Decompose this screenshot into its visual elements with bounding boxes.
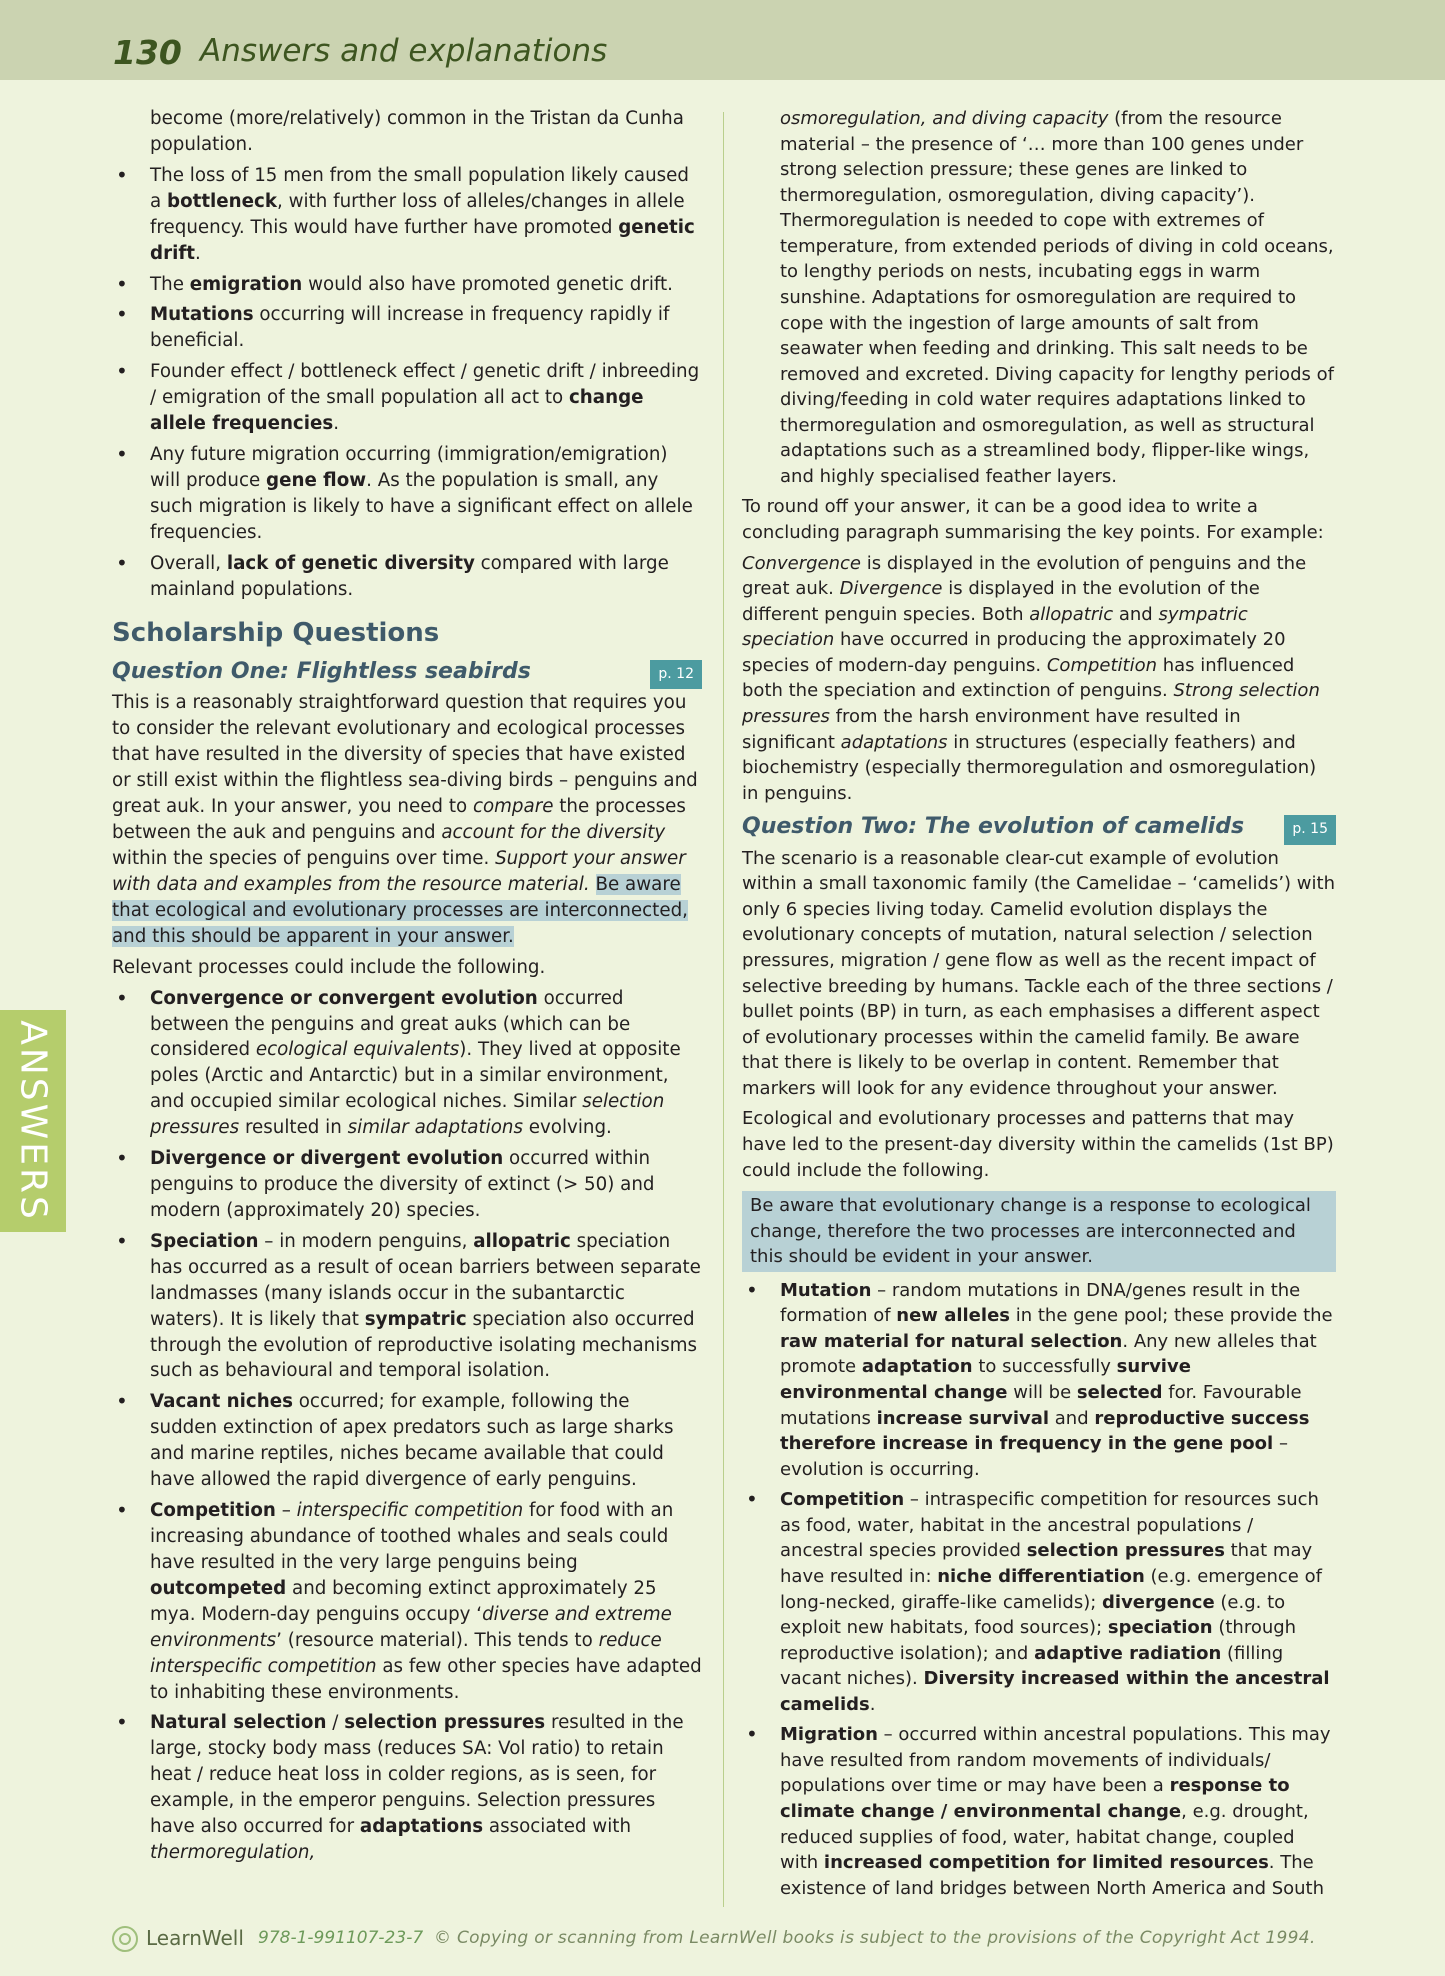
list-item: • Mutation – random mutations in DNA/genes result in the formation of new alleles in the gene pool; these provide the raw material for natural selection. Any new alleles that promote adaptation to successfully survive environmental change will be selected for. Favourable mutations increase survival and reproductive success therefore increase in frequency in the gene pool – evolution is occurring. xyxy=(742,1278,1336,1483)
page-number: 130 xyxy=(113,33,182,72)
list-item: • Any future migration occurring (immigration/emigration) will produce gene flow. As the population is small, any such migration is likely to have a significant effect on allele frequencies. xyxy=(112,442,702,546)
brand-name: LearnWell xyxy=(146,1926,244,1950)
tristan-bullet-list xyxy=(112,163,702,603)
question-one-title: Question One: Flightless seabirds xyxy=(112,658,531,684)
list-item: • Vacant niches occurred; for example, following the sudden extinction of apex predators such as large sharks and marine reptiles, niches became available that could have allowed the rapid divergence of early penguins. xyxy=(112,1389,702,1493)
list-item: • Competition – interspecific competition for food with an increasing abundance of toothed whales and seals could have resulted in the very large penguins being outcompeted and becoming extinct approximately 25 mya. Modern-day penguins occupy ‘diverse and extreme environments’ (resource material). This tends to reduce interspecific competition as few other species have adapted to inhabiting these environments. xyxy=(112,1498,702,1705)
round-off-text: To round off your answer, it can be a good idea to write a concluding paragraph summarising the key points. For example: xyxy=(742,496,1324,543)
list-item: • Divergence or divergent evolution occurred within penguins to produce the diversity of extinct (> 50) and modern (approximately 20) species. xyxy=(112,1146,702,1224)
column-divider xyxy=(723,112,724,1907)
summary-paragraph: Convergence is displayed in the evolution of penguins and the great auk. Divergence is displayed in the evolution of the different penguin species. Both allopatric and sympatric speciation have occurred in producing the approximately 20 species of modern-day penguins. Competition has influenced both the speciation and extinction of penguins. Strong selection pressures from the harsh environment have resulted in significant adaptations in structures (especially feathers) and biochemistry (especially thermoregulation and osmoregulation) in penguins. xyxy=(742,552,1320,804)
page-reference-tag[interactable]: p. 15 xyxy=(1284,815,1336,845)
ecological-processes-text: Ecological and evolutionary processes and patterns that may have led to the present-day diversity within the camelids (1st BP) could include the following. xyxy=(742,1108,1334,1181)
page-title: Answers and explanations xyxy=(200,33,608,69)
list-item: • Competition – intraspecific competition for resources such as food, water, habitat in the ancestral populations / ancestral species provided selection pressures that may have resulted in: niche differentiation (e.g. emergence of long-necked, giraffe-like camelids); divergence (e.g. to exploit new habitats, food sources); speciation (through reproductive isolation); and adaptive radiation (filling vacant niches). Diversity increased within the ancestral camelids. xyxy=(742,1487,1336,1717)
right-column xyxy=(742,106,1336,1906)
list-item: • Migration – occurred within ancestral populations. This may have resulted from random movements of individuals/ populations over time or may have been a response to climate change / environmental change, e.g. drought, reduced supplies of food, water, habitat change, coupled with increased competition for limited resources. The existence of land bridges between North America and South xyxy=(742,1722,1336,1901)
relevant-processes-text: Relevant processes could include the following. xyxy=(112,956,546,978)
list-item: • The emigration would also have promoted genetic drift. xyxy=(112,272,702,298)
page-footer xyxy=(112,1926,1342,1956)
list-item: • Convergence or convergent evolution occurred between the penguins and great auks (which can be considered ecological equivalents). They lived at opposite poles (Arctic and Antarctic) but in a similar environment, and occupied similar ecological niches. Similar selection pressures resulted in similar adaptations evolving. xyxy=(112,986,702,1142)
isbn: 978-1-991107-23-7 xyxy=(258,1928,424,1948)
processes-bullet-list xyxy=(112,986,702,1866)
copyright-notice: © Copying or scanning from LearnWell books is subject to the provisions of the Copyright Act 1994. xyxy=(434,1928,1316,1948)
answers-side-tab xyxy=(0,1010,66,1232)
left-column xyxy=(112,106,702,1871)
question-one-heading xyxy=(112,659,702,685)
highlight-box: Be aware that evolutionary change is a response to ecological change, therefore the two processes are interconnected and this should be evident in your answer. xyxy=(742,1191,1336,1272)
highlight-note: Be aware that ecological and evolutionary processes are interconnected, and this should be apparent in your answer. xyxy=(112,873,688,947)
natural-selection-continued: osmoregulation, and diving capacity (from the resource material – the presence of ‘… more than 100 genes under strong selection pressure; these genes are linked to thermoregulation, osmoregulation, diving capacity’). Thermoregulation is needed to cope with extremes of temperature, from extended periods of diving in cold oceans, to lengthy periods on nests, incubating eggs in warm sunshine. Adaptations for osmoregulation are required to cope with the ingestion of large amounts of salt from seawater when feeding and drinking. This salt needs to be removed and excreted. Diving capacity for lengthy periods of diving/feeding in cold water requires adaptations linked to thermoregulation and osmoregulation, as well as structural adaptations such as a streamlined body, flipper-like wings, and highly specialised feather layers. xyxy=(780,108,1334,487)
question-two-intro: The scenario is a reasonable clear-cut example of evolution within a small taxonomic family (the Camelidae – ‘camelids’) with only 6 species living today. Camelid evolution displays the evolutionary concepts of mutation, natural selection / selection pressures, migration / gene flow as well as the recent impact of selective breeding by humans. Tackle each of the three sections / bullet points (BP) in turn, as each emphasises a different aspect of evolutionary processes within the camelid family. Be aware that there is likely to be overlap in content. Remember that markers will look for any evidence throughout your answer. xyxy=(742,847,1335,1099)
question-one-intro: This is a reasonably straightforward question that requires you to consider the relevant evolutionary and ecological processes that have resulted in the diversity of species that have existed or still exist within the flightless sea-diving birds – penguins and great auk. In your answer, you need to compare the processes between the auk and penguins and account for the diversity within the species of penguins over time. Support your answer with data and examples from the resource material. Be aware that ecological and evolutionary processes are interconnected, and this should be apparent in your answer. xyxy=(112,692,698,947)
list-item: • Mutations occurring will increase in frequency rapidly if beneficial. xyxy=(112,302,702,354)
list-item: • Natural selection / selection pressures resulted in the large, stocky body mass (reduces SA: Vol ratio) to retain heat / reduce heat loss in colder regions, as is seen, for example, in the emperor penguins. Selection pressures have also occurred for adaptations associated with thermoregulation, xyxy=(112,1710,702,1866)
continued-paragraph: become (more/relatively) common in the Tristan da Cunha population. xyxy=(150,108,684,155)
list-item: • Founder effect / bottleneck effect / genetic drift / inbreeding / emigration of the small population all act to change allele frequencies. xyxy=(112,359,702,437)
list-item: • Speciation – in modern penguins, allopatric speciation has occurred as a result of ocean barriers between separate landmasses (many islands occur in the subantarctic waters). It is likely that sympatric speciation also occurred through the evolution of reproductive isolating mechanisms such as behavioural and temporal isolation. xyxy=(112,1229,702,1385)
side-tab-label: ANSWERS xyxy=(12,1020,54,1222)
question-two-title: Question Two: The evolution of camelids xyxy=(742,814,1245,840)
list-item: • The loss of 15 men from the small population likely caused a bottleneck, with further loss of alleles/changes in allele frequency. This would have further have promoted genetic drift. xyxy=(112,163,702,267)
section-title: Scholarship Questions xyxy=(112,617,440,648)
question-two-heading xyxy=(742,814,1336,840)
page-reference-tag[interactable]: p. 12 xyxy=(650,660,702,690)
camelid-bullet-list xyxy=(742,1278,1336,1902)
list-item: • Overall, lack of genetic diversity compared with large mainland populations. xyxy=(112,551,702,603)
page-header xyxy=(0,0,1445,80)
learnwell-logo-icon xyxy=(112,1926,138,1952)
